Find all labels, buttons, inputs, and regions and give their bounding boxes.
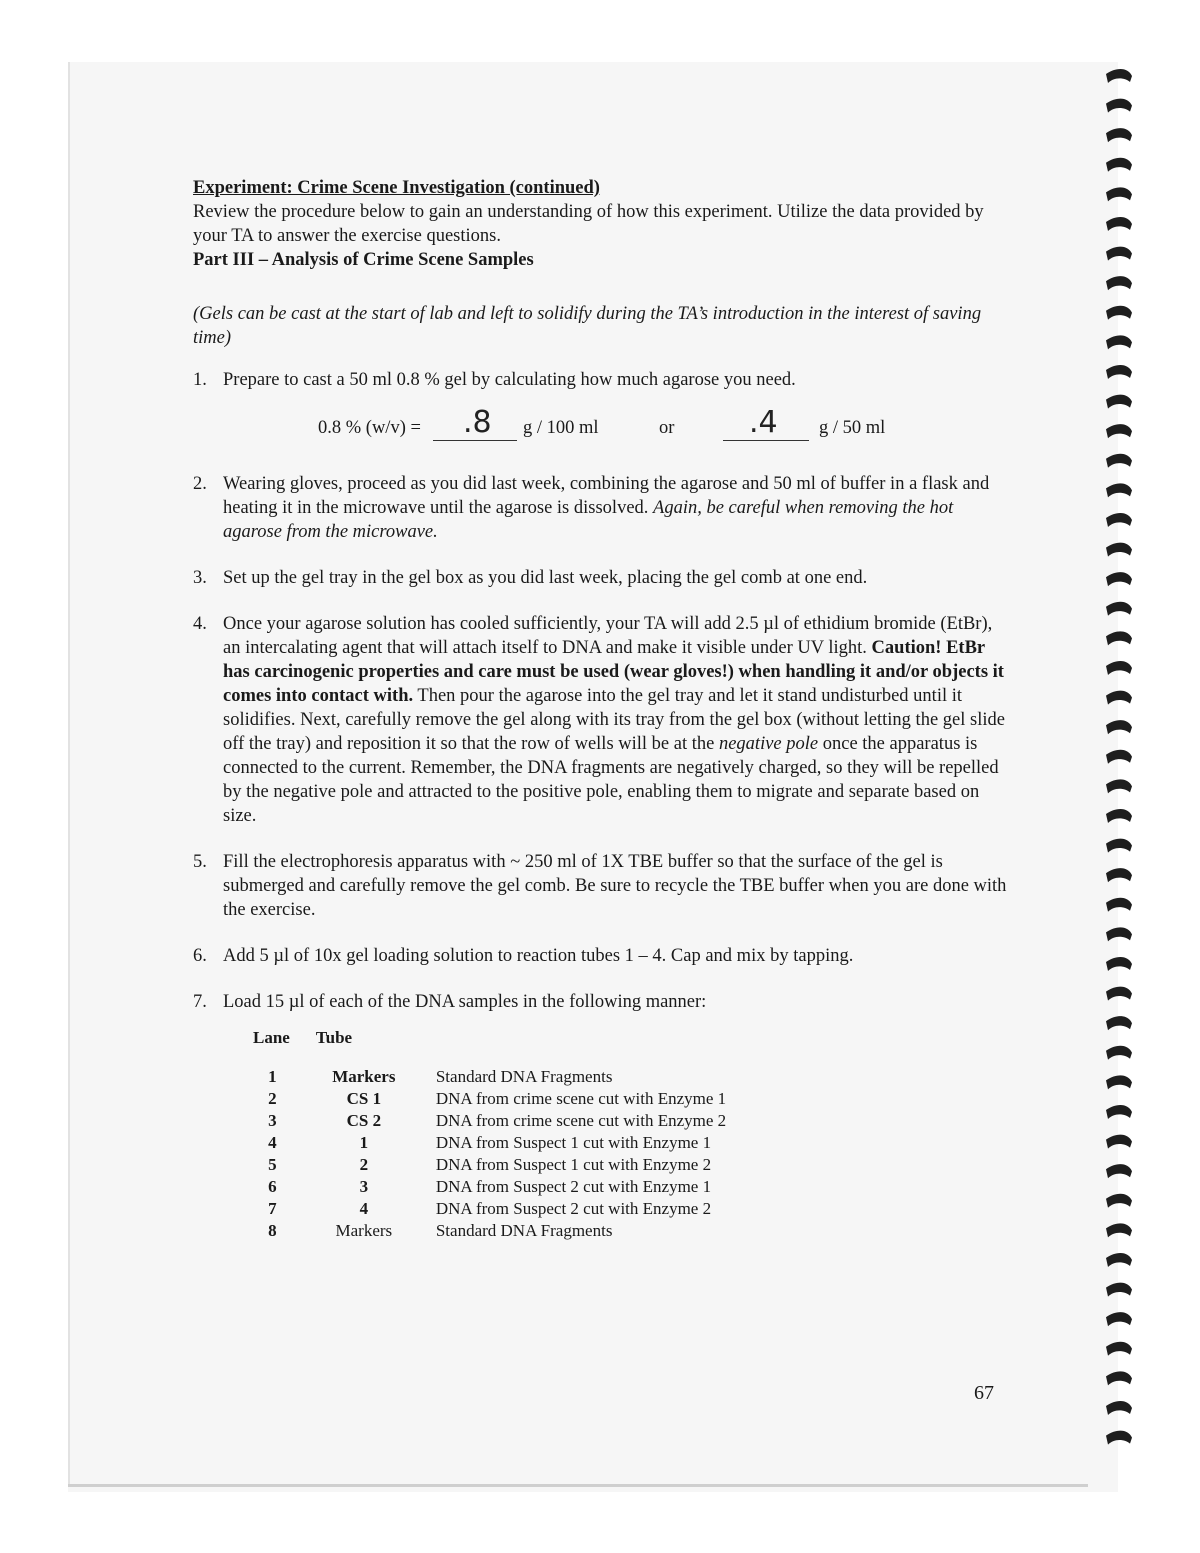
tube-cell: CS 1: [346, 1089, 382, 1108]
step-number: 1.: [193, 370, 207, 390]
spiral-ring: [1106, 1371, 1132, 1385]
spiral-ring: [1106, 1075, 1132, 1089]
step-number: 4.: [193, 614, 207, 634]
agarose-calculation: [223, 406, 1013, 450]
tube-cell: 1: [359, 1133, 369, 1152]
spiral-ring: [1106, 158, 1132, 172]
table-row: [241, 1220, 726, 1242]
spiral-ring: [1106, 513, 1132, 527]
step-text: Then pour the agarose into the gel tray and let it stand undisturbed until it solidifies. Next, carefully remove the gel along with its tray from the gel box (without letting the gel slide off the tray) and reposition it so that the row of wells will be at the: [223, 686, 1005, 754]
step-number: 2.: [193, 474, 207, 494]
spiral-ring: [1106, 276, 1132, 290]
description-cell: DNA from Suspect 1 cut with Enzyme 1: [435, 1133, 712, 1152]
lane-cell: 7: [268, 1199, 277, 1218]
spiral-ring: [1106, 1401, 1132, 1415]
unit-label-2: g / 50 ml: [819, 418, 886, 438]
step-7: [193, 990, 1013, 1242]
step-2: [193, 472, 1013, 544]
page-edge: [68, 1484, 1088, 1487]
step-text: Add 5 µl of 10x gel loading solution to reaction tubes 1 – 4. Cap and mix by tapping.: [223, 946, 854, 966]
lane-cell: 1: [268, 1067, 277, 1086]
spiral-ring: [1106, 69, 1132, 83]
table-row: [241, 1110, 726, 1132]
step-text: once the apparatus is connected to the current. Remember, the DNA fragments are negatively charged, so they will be repelled by the negative pole and attracted to the positive pole, enabling them to migrate and separate based on size.: [223, 734, 999, 826]
table-header-row: [241, 1026, 726, 1066]
description-cell: DNA from crime scene cut with Enzyme 1: [435, 1089, 727, 1108]
spiral-ring: [1106, 750, 1132, 764]
spiral-ring: [1106, 454, 1132, 468]
spiral-ring: [1106, 1312, 1132, 1326]
spiral-ring: [1106, 1342, 1132, 1356]
etbr-caution: Caution! EtBr has carcinogenic properties and care must be used (wear gloves!) when handling it and/or objects it comes into contact with.: [223, 638, 1004, 706]
spiral-ring: [1106, 661, 1132, 675]
spiral-ring: [1106, 868, 1132, 882]
spiral-ring: [1106, 1105, 1132, 1119]
lane-cell: 2: [268, 1089, 277, 1108]
page-number: 67: [974, 1382, 994, 1404]
table-row: [241, 1198, 726, 1220]
step-3: [193, 566, 1013, 590]
table-row: [241, 1088, 726, 1110]
part-heading: Part III – Analysis of Crime Scene Samples: [193, 250, 534, 270]
document-body: [193, 176, 1013, 1264]
italic-note: (Gels can be cast at the start of lab and left to solidify during the TA’s introduction in the interest of saving time): [193, 304, 982, 348]
spiral-ring: [1106, 572, 1132, 586]
step-1: [193, 368, 1013, 450]
step-4: [193, 612, 1013, 828]
step-number: 7.: [193, 992, 207, 1012]
spiral-ring: [1106, 1135, 1132, 1149]
spiral-ring: [1106, 217, 1132, 231]
step-text: Fill the electrophoresis apparatus with ~ 250 ml of 1X TBE buffer so that the surface of the gel is submerged and carefully remove the gel comb. Be sure to recycle the TBE buffer when you are done with the exercise.: [223, 852, 1007, 920]
spiral-ring: [1106, 395, 1132, 409]
spiral-ring: [1106, 424, 1132, 438]
spiral-ring: [1106, 809, 1132, 823]
step-text: Wearing gloves, proceed as you did last week, combining the agarose and 50 ml of buffer in a flask and heating it in the microwave until the agarose is dissolved.: [223, 474, 990, 518]
spiral-ring: [1106, 1046, 1132, 1060]
spiral-ring: [1106, 1283, 1132, 1297]
lane-cell: 5: [268, 1155, 277, 1174]
step-number: 6.: [193, 946, 207, 966]
step-text: Once your agarose solution has cooled sufficiently, your TA will add 2.5 µl of ethidium bromide (EtBr), an intercalating agent that will attach itself to DNA and make it visible under UV light.: [223, 614, 993, 658]
calc-label: 0.8 % (w/v) =: [318, 418, 421, 438]
description-cell: DNA from Suspect 2 cut with Enzyme 1: [435, 1177, 712, 1196]
table-row: [241, 1066, 726, 1088]
step-5: [193, 850, 1013, 922]
unit-label-1: g / 100 ml: [523, 418, 599, 438]
spiral-ring: [1106, 247, 1132, 261]
spiral-ring: [1106, 335, 1132, 349]
spiral-ring: [1106, 631, 1132, 645]
spiral-ring: [1106, 957, 1132, 971]
table-row: [241, 1154, 726, 1176]
tube-cell: 2: [359, 1155, 369, 1174]
description-cell: DNA from crime scene cut with Enzyme 2: [435, 1111, 727, 1130]
spiral-ring: [1106, 128, 1132, 142]
step-number: 5.: [193, 852, 207, 872]
column-header-tube: Tube: [315, 1028, 353, 1047]
spiral-ring: [1106, 1194, 1132, 1208]
answer-blank-1: [433, 405, 517, 441]
spiral-binding: [1100, 60, 1140, 1480]
spiral-ring: [1106, 839, 1132, 853]
spiral-ring: [1106, 365, 1132, 379]
column-header-description: [424, 1026, 726, 1066]
spiral-ring: [1106, 898, 1132, 912]
handwritten-answer-2: .4: [749, 405, 778, 440]
spiral-ring: [1106, 483, 1132, 497]
step-text: Prepare to cast a 50 ml 0.8 % gel by calculating how much agarose you need.: [223, 370, 796, 390]
description-cell: Standard DNA Fragments: [435, 1221, 613, 1240]
spiral-ring: [1106, 779, 1132, 793]
spiral-ring: [1106, 543, 1132, 557]
step-caution-italic: Again, be careful when removing the hot agarose from the microwave.: [223, 498, 954, 542]
lane-cell: 3: [268, 1111, 277, 1130]
tube-cell: CS 2: [346, 1111, 382, 1130]
table-row: [241, 1176, 726, 1198]
lane-cell: 6: [268, 1177, 277, 1196]
spiral-ring: [1106, 691, 1132, 705]
step-text: Load 15 µl of each of the DNA samples in the following manner:: [223, 992, 707, 1012]
spiral-ring: [1106, 1164, 1132, 1178]
spiral-ring: [1106, 602, 1132, 616]
description-cell: Standard DNA Fragments: [435, 1067, 613, 1086]
spiral-ring: [1106, 306, 1132, 320]
spiral-ring: [1106, 987, 1132, 1001]
spiral-ring: [1106, 1223, 1132, 1237]
spiral-ring: [1106, 1431, 1132, 1445]
description-cell: DNA from Suspect 1 cut with Enzyme 2: [435, 1155, 712, 1174]
step-text: Set up the gel tray in the gel box as you did last week, placing the gel comb at one end.: [223, 568, 868, 588]
tube-cell: Markers: [335, 1221, 393, 1240]
answer-blank-2: [723, 405, 809, 441]
intro-text: Review the procedure below to gain an understanding of how this experiment. Utilize the data provided by your TA to answer the exercise questions.: [193, 202, 984, 246]
tube-cell: 3: [359, 1177, 369, 1196]
description-cell: DNA from Suspect 2 cut with Enzyme 2: [435, 1199, 712, 1218]
tube-cell: Markers: [332, 1067, 396, 1086]
page-edge: [68, 62, 70, 1487]
spiral-ring: [1106, 99, 1132, 113]
handwritten-answer-1: .8: [463, 405, 492, 440]
spiral-ring: [1106, 187, 1132, 201]
step-6: [193, 944, 1013, 968]
or-label: or: [659, 418, 675, 438]
spiral-ring: [1106, 927, 1132, 941]
lane-cell: 4: [268, 1133, 277, 1152]
column-header-lane: Lane: [253, 1028, 290, 1047]
lane-cell: 8: [268, 1221, 277, 1240]
negative-pole-term: negative pole: [718, 734, 819, 754]
spiral-ring: [1106, 1016, 1132, 1030]
spiral-ring: [1106, 1253, 1132, 1267]
table-row: [241, 1132, 726, 1154]
tube-cell: 4: [359, 1199, 369, 1218]
step-number: 3.: [193, 568, 207, 588]
spiral-ring: [1106, 720, 1132, 734]
lane-loading-table: [241, 1026, 726, 1242]
procedure-steps: [193, 368, 1013, 1242]
document-title: Experiment: Crime Scene Investigation (continued): [193, 178, 600, 198]
